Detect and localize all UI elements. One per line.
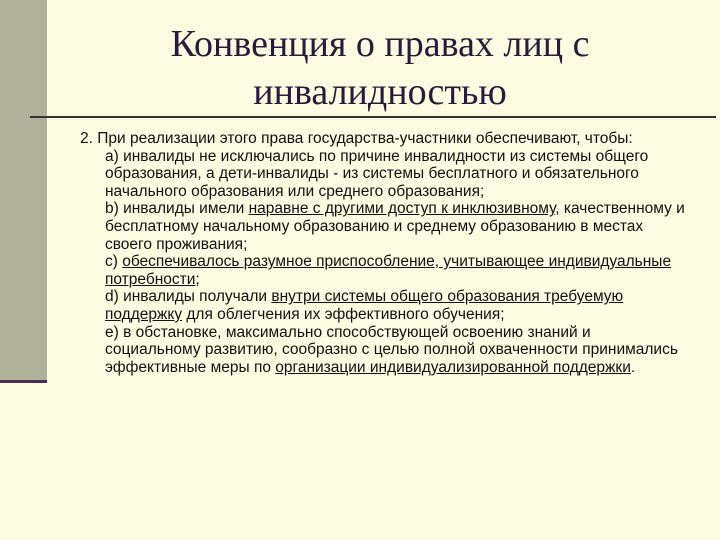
item-e (80, 324, 690, 377)
title-divider (30, 116, 716, 118)
title-line-1: Конвенция о правах лиц с (170, 23, 590, 65)
item-e-underlined: организации индивидуализированной поддержки (275, 358, 631, 376)
item-e-post: . (630, 358, 636, 376)
item-d-pre: d) инвалиды получали (105, 288, 272, 306)
item-c (80, 253, 690, 288)
item-a-text: a) инвалиды не исключались по причине инвалидности из системы общего образования, а дети-инвалиды - из системы бесплатного и обязательного начального образования или среднего образования; (105, 147, 649, 200)
title-line-2: инвалидностью (253, 71, 507, 113)
item-d-underlined: внутри системы общего образования требуемую поддержку (105, 288, 624, 323)
item-c-pre: c) (105, 253, 123, 271)
item-b (80, 200, 690, 253)
slide-body (80, 130, 690, 376)
slide-title (100, 20, 660, 116)
item-e-pre: e) в обстановке, максимально способствующей освоению знаний и социальному развитию, сообразно с целью полной охваченности принимались эффективные меры по (105, 323, 678, 376)
item-c-post: ; (195, 270, 200, 288)
intro-paragraph: 2. При реализации этого права государства-участники обеспечивают, чтобы: (80, 130, 633, 147)
side-decor-bar (0, 0, 47, 380)
item-d-post: для облегчения их эффективного обучения; (182, 305, 505, 323)
item-b-post: , качественному и бесплатному начальному образованию и среднему образованию в местах своего проживания; (105, 200, 685, 253)
side-accent-line (0, 380, 47, 383)
item-d (80, 288, 690, 323)
item-c-underlined: обеспечивалось разумное приспособление, учитывающее индивидуальные потребности (105, 253, 672, 288)
item-b-underlined: наравне с другими доступ к инклюзивному (248, 200, 556, 218)
item-b-pre: b) инвалиды имели (105, 200, 249, 218)
item-a (80, 148, 690, 201)
